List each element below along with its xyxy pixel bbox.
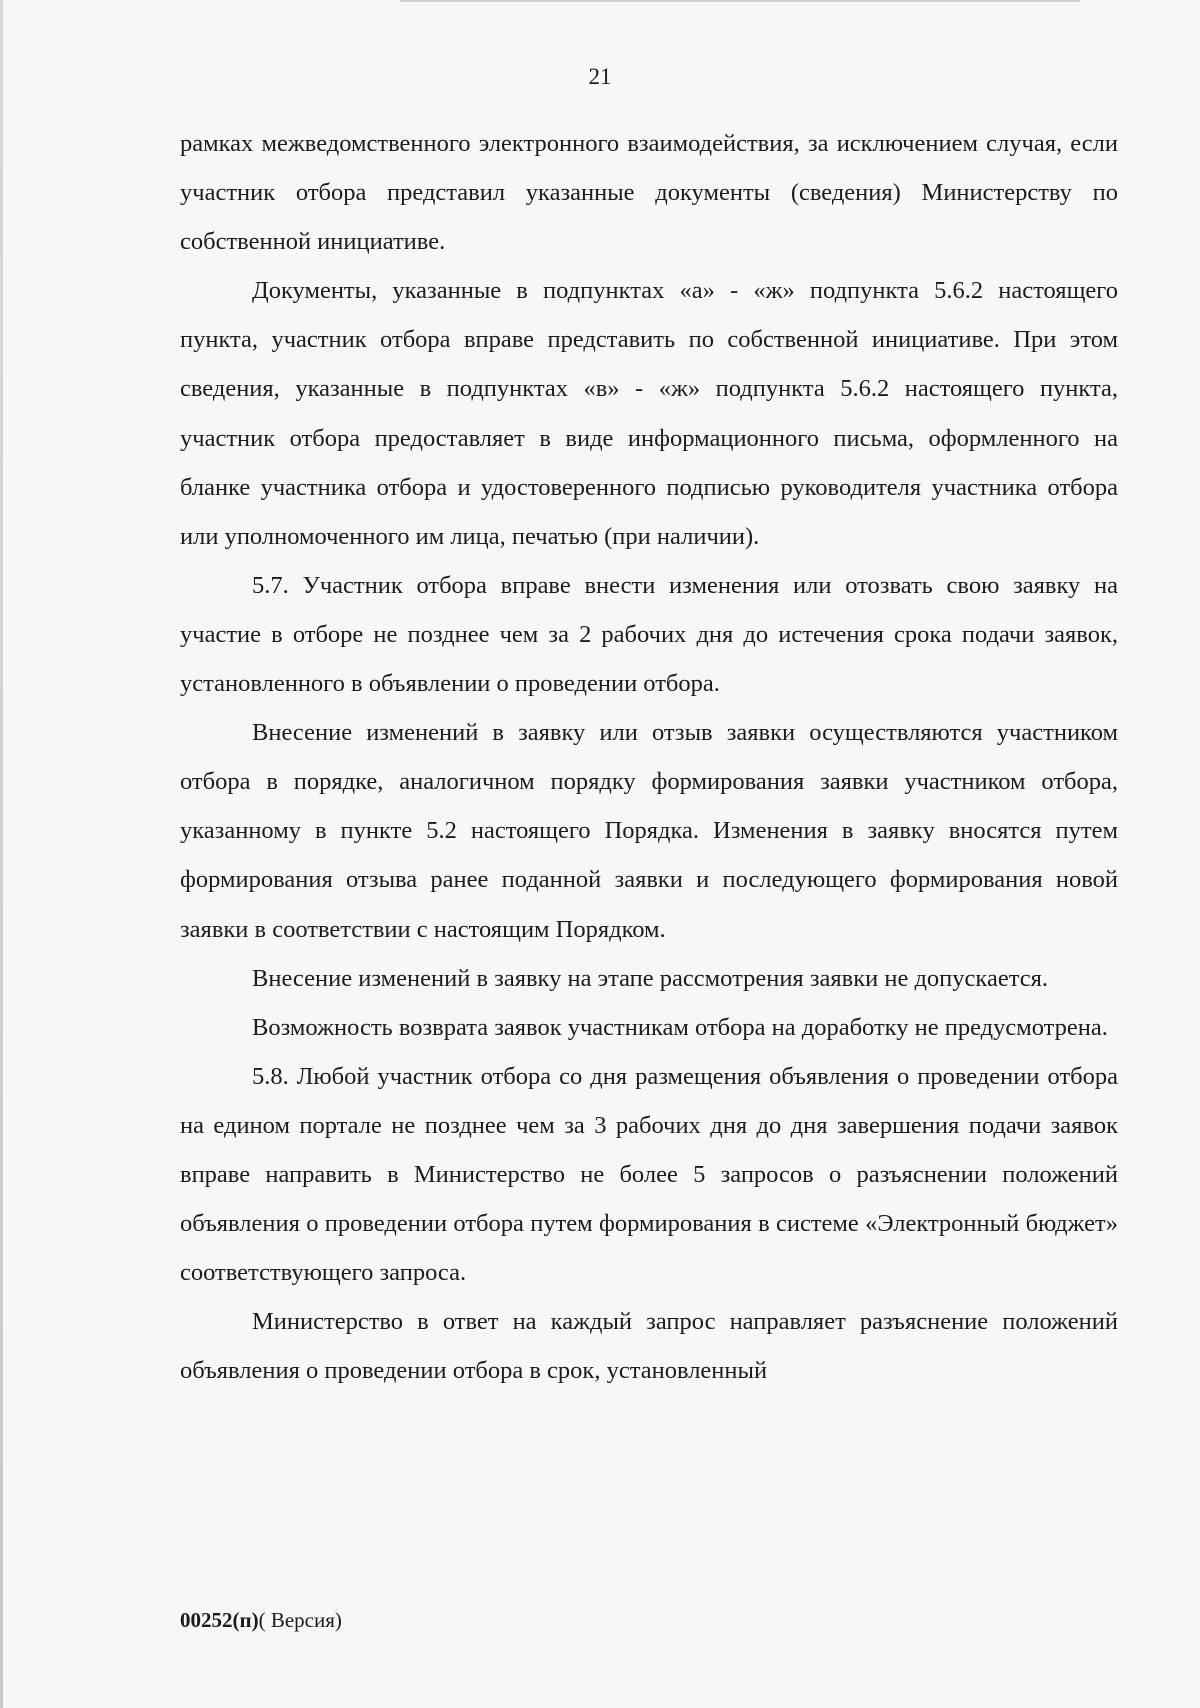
scan-top-edge	[400, 0, 1080, 2]
page-number: 21	[588, 64, 612, 89]
paragraph-ministry-response: Министерство в ответ на каждый запрос направляет разъяснение положений объявления о проведении отбора в срок, установленный	[180, 1308, 1118, 1385]
paragraph-no-return: Возможность возврата заявок участникам отбора на доработку не предусмотрена.	[252, 1013, 1108, 1041]
paragraph-5-7: 5.7. Участник отбора вправе внести изменения или отозвать свою заявку на участие в отборе не позднее чем за 2 рабочих дня до истечения срока подачи заявок, установленного в объявлении о проведении отбора.	[180, 571, 1118, 698]
paragraph-amendment-restriction: Внесение изменений в заявку на этапе рассмотрения заявки не допускается.	[252, 964, 1048, 992]
document-code: 00252(п)	[180, 1608, 259, 1632]
scan-edge	[0, 0, 3, 1708]
document-body	[180, 119, 1118, 1395]
paragraph-documents-submission: Документы, указанные в подпунктах «а» - «ж» подпункта 5.6.2 настоящего пункта, участник отбора вправе представить по собственной инициативе. При этом сведения, указанные в подпунктах «в» - «ж» подпункта 5.6.2 настоящего пункта, участник отбора предоставляет в виде информационного письма, оформленного на бланке участника отбора и удостоверенного подписью руководителя участника отбора или уполномоченного им лица, печатью (при наличии).	[180, 277, 1118, 550]
document-footer	[180, 1606, 342, 1634]
paragraph-amendment-procedure: Внесение изменений в заявку или отзыв заявки осуществляются участником отбора в порядке, аналогичном порядку формирования заявки участником отбора, указанному в пункте 5.2 настоящего Порядка. Изменения в заявку вносятся путем формирования отзыва ранее поданной заявки и последующего формирования новой заявки в соответствии с настоящим Порядком.	[180, 719, 1118, 943]
paragraph-5-8: 5.8. Любой участник отбора со дня размещения объявления о проведении отбора на едином портале не позднее чем за 3 рабочих дня до дня завершения подачи заявок вправе направить в Министерство не более 5 запросов о разъяснении положений объявления о проведении отбора путем формирования в системе «Электронный бюджет» соответствующего запроса.	[180, 1062, 1118, 1287]
paragraph-continuation: рамках межведомственного электронного взаимодействия, за исключением случая, если участник отбора представил указанные документы (сведения) Министерству по собственной инициативе.	[180, 130, 1118, 256]
document-version: ( Версия)	[258, 1608, 342, 1632]
